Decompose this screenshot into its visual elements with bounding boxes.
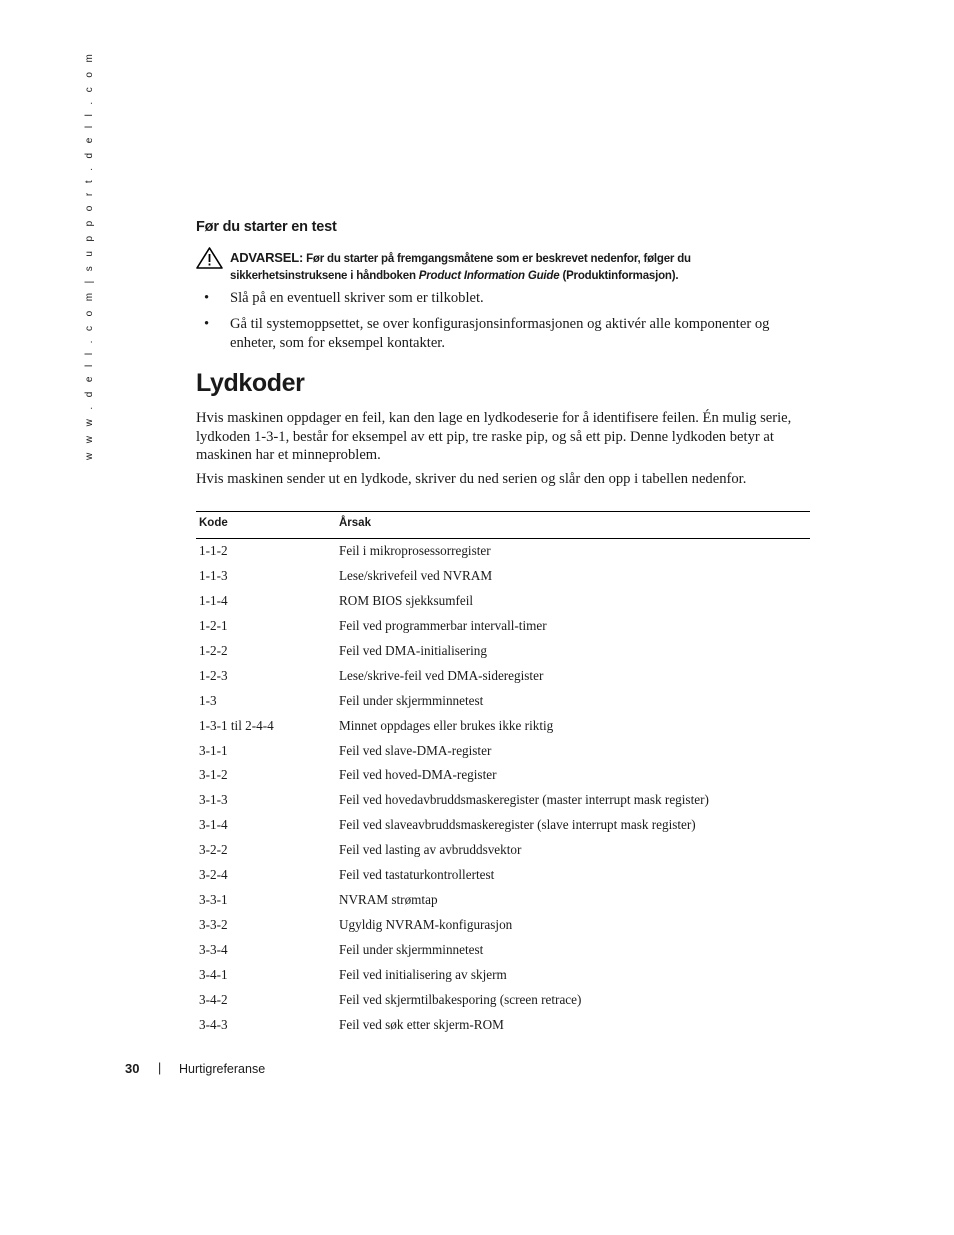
cell-code: 1-2-1	[199, 617, 228, 633]
cell-cause: Feil ved slave-DMA-register	[339, 742, 492, 758]
cell-code: 1-3-1 til 2-4-4	[199, 717, 274, 733]
cell-code: 1-3	[199, 692, 217, 708]
cell-cause: Feil under skjermminnetest	[339, 942, 484, 957]
cell-code: 3-1-4	[199, 817, 228, 833]
page-number: 30	[125, 1061, 140, 1076]
cell-code: 3-2-2	[199, 842, 228, 858]
table-row	[196, 889, 810, 914]
cell-cause: Feil ved programmerbar intervall-timer	[339, 617, 547, 633]
cell-cause: Lese/skrive-feil ved DMA-sideregister	[339, 667, 544, 683]
cell-cause: Feil ved hovedavbruddsmaskeregister (master interrupt mask register)	[339, 792, 709, 808]
column-header-cause: Årsak	[339, 517, 371, 529]
cell-code: 3-4-2	[199, 991, 228, 1007]
table-row	[196, 615, 810, 640]
cell-code: 3-4-3	[199, 1016, 228, 1032]
table-row	[196, 640, 810, 665]
footer-section-name: Hurtigreferanse	[179, 1062, 266, 1076]
cell-code: 3-1-1	[199, 742, 228, 758]
footer-separator: |	[158, 1061, 162, 1075]
section-heading: Før du starter en test	[196, 219, 337, 235]
cell-code: 1-1-4	[199, 592, 228, 608]
cell-code: 1-1-2	[199, 543, 228, 558]
table-row	[196, 864, 810, 889]
side-url: w w w . d e l l . c o m | s u p p o r t . d e l l . c o m	[84, 50, 95, 460]
table-row	[196, 590, 810, 615]
list-item-text: Gå til systemoppsettet, se over konfigurasjonsinformasjonen og aktivér alle komponenter og enheter, som for eksempel kontakter.	[230, 316, 770, 351]
table-body	[196, 540, 810, 1039]
table-row	[196, 565, 810, 590]
bullet-dot: •	[204, 290, 210, 306]
cell-code: 3-1-2	[199, 767, 228, 783]
column-header-code: Kode	[199, 517, 228, 529]
table-row	[196, 839, 810, 864]
table-row	[196, 740, 810, 765]
cell-code: 1-2-2	[199, 642, 228, 658]
cell-code: 3-3-2	[199, 917, 228, 933]
cell-cause: Feil ved tastaturkontrollertest	[339, 867, 495, 883]
cell-code: 1-1-3	[199, 567, 228, 583]
cell-code: 3-4-1	[199, 966, 228, 982]
cell-cause: Feil i mikroprosessorregister	[339, 543, 491, 558]
cell-code: 3-3-1	[199, 892, 228, 908]
warning-text-part1: Før du starter på fremgangsmåtene som er beskrevet nedenfor, følger du sikkerhetsinstruksene i håndboken	[230, 253, 691, 282]
cell-cause: Minnet oppdages eller brukes ikke riktig	[339, 717, 554, 733]
bullet-list	[196, 289, 806, 360]
cell-cause: Feil ved lasting av avbruddsvektor	[339, 842, 522, 858]
cell-cause: Feil ved hoved-DMA-register	[339, 767, 497, 783]
cell-cause: Ugyldig NVRAM-konfigurasjon	[339, 917, 513, 933]
intro-paragraph: Hvis maskinen oppdager en feil, kan den lage en lydkodeserie for å identifisere feilen. Én mulig serie, lydkoden 1-3-1, består for eksempel av ett pip, tre raske pip, og så ett pip. Denne lydkoden betyr at maskinen har et minneproblem.	[196, 410, 792, 463]
table-row	[196, 715, 810, 740]
list-item	[196, 289, 806, 308]
page-title: Lydkoder	[196, 369, 305, 397]
cell-cause: NVRAM strømtap	[339, 892, 438, 908]
cell-cause: Feil ved initialisering av skjerm	[339, 966, 507, 982]
table-header	[196, 511, 810, 539]
table-row	[196, 914, 810, 939]
table-row	[196, 989, 810, 1014]
cell-cause: Feil ved DMA-initialisering	[339, 642, 487, 658]
warning-guide-title: Product Information Guide	[418, 270, 560, 282]
cell-code: 3-3-4	[199, 942, 228, 957]
cell-cause: Feil ved søk etter skjerm-ROM	[339, 1016, 504, 1032]
cell-cause: Feil ved slaveavbruddsmaskeregister (slave interrupt mask register)	[339, 817, 696, 833]
list-item-text: Slå på en eventuell skriver som er tilkoblet.	[230, 290, 484, 306]
table-row	[196, 764, 810, 789]
table-row	[196, 665, 810, 690]
cell-cause: Feil under skjermminnetest	[339, 692, 484, 708]
warning-label: ADVARSEL:	[230, 250, 304, 265]
list-item	[196, 315, 806, 353]
cell-cause: Lese/skrivefeil ved NVRAM	[339, 567, 493, 583]
table-row	[196, 1014, 810, 1039]
beep-code-table	[196, 511, 810, 1039]
table-row	[196, 814, 810, 839]
table-row	[196, 939, 810, 964]
cell-code: 3-2-4	[199, 867, 228, 883]
cell-cause: ROM BIOS sjekksumfeil	[339, 592, 474, 608]
warning-text	[230, 249, 790, 285]
cell-code: 1-2-3	[199, 667, 228, 683]
warning-text-part2: (Produktinformasjon).	[559, 270, 679, 282]
bullet-dot: •	[204, 316, 210, 332]
cell-code: 3-1-3	[199, 792, 228, 808]
warning-triangle-icon	[196, 247, 223, 269]
table-row	[196, 540, 810, 565]
instruction-paragraph: Hvis maskinen sender ut en lydkode, skriver du ned serien og slår den opp i tabellen nedenfor.	[196, 471, 747, 487]
table-row	[196, 690, 810, 715]
cell-cause: Feil ved skjermtilbakesporing (screen retrace)	[339, 991, 582, 1007]
table-row	[196, 964, 810, 989]
table-row	[196, 789, 810, 814]
